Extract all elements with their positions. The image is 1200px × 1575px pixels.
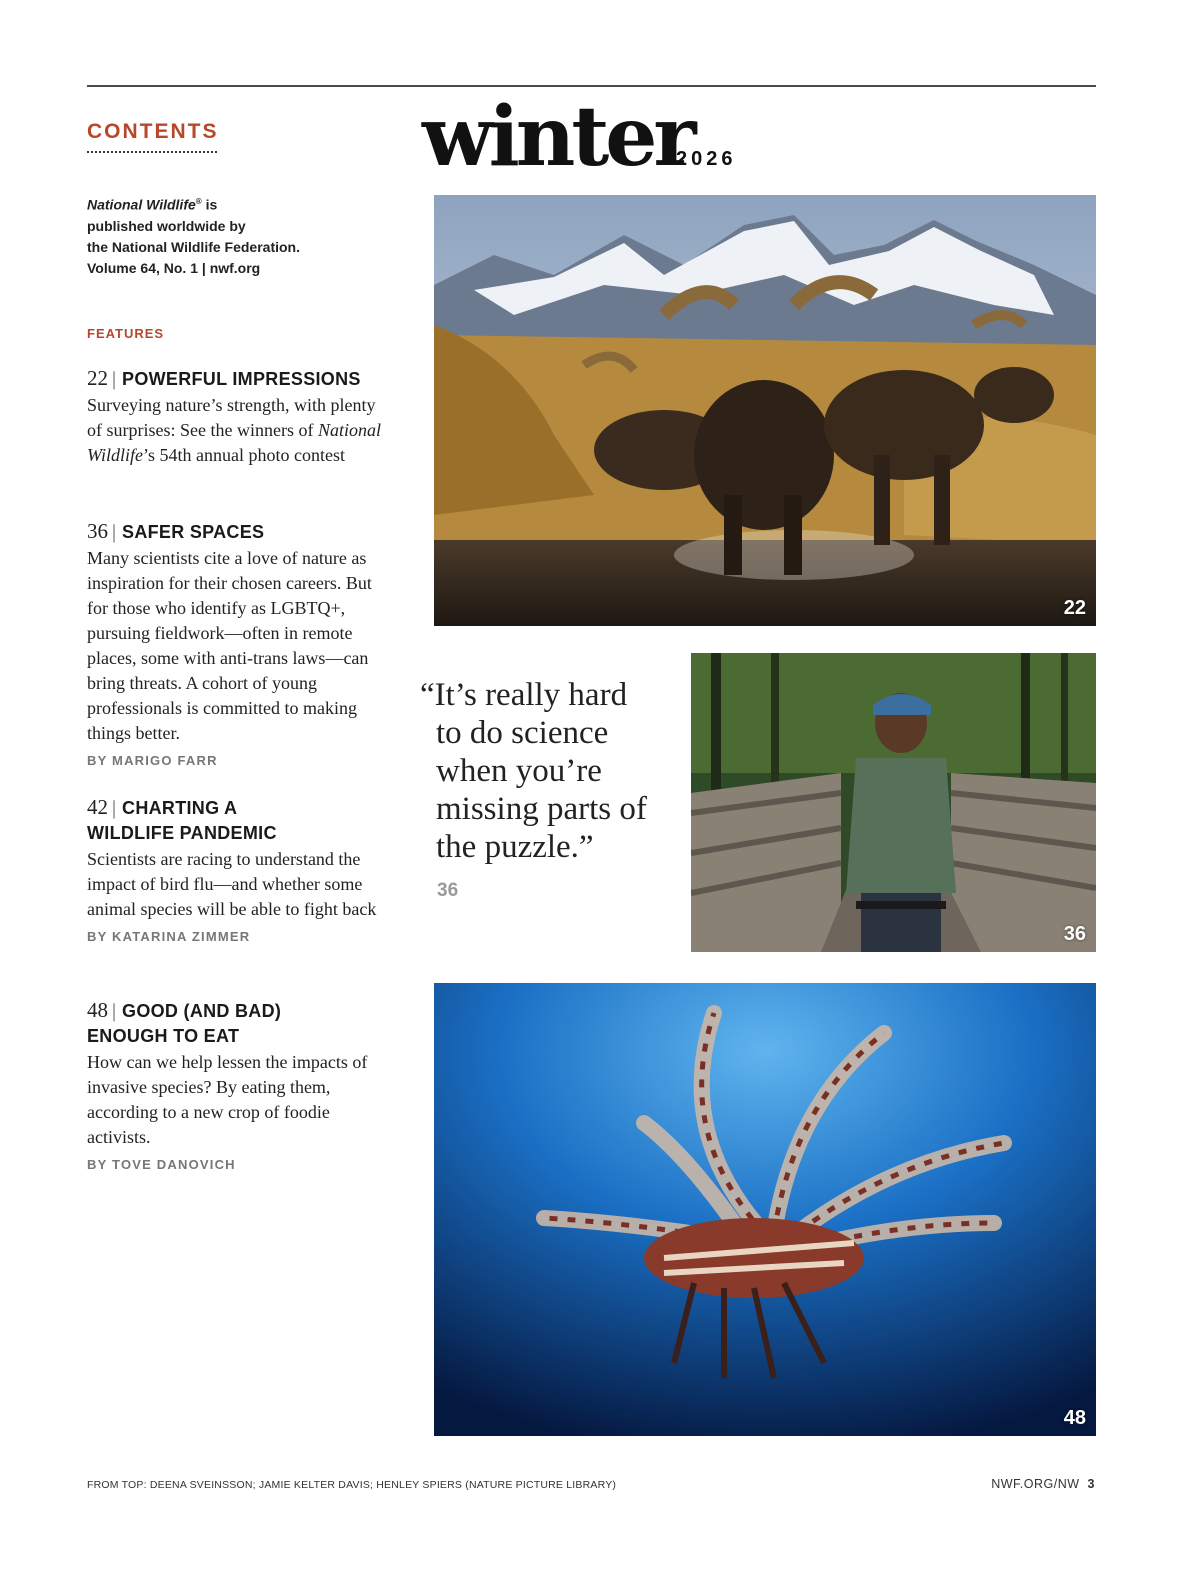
quote-line: “It’s really hard: [420, 677, 628, 713]
lionfish-photo[interactable]: [434, 983, 1096, 1436]
feature-byline: BY MARIGO FARR: [87, 753, 218, 768]
pubinfo-line3: the National Wildlife Federation.: [87, 238, 301, 255]
feature-description: Scientists are racing to understand the impact of bird flu—and whether some animal species will be able to fight back: [87, 849, 377, 919]
quote-line: missing parts of: [436, 791, 647, 827]
page-number: 3: [1087, 1477, 1095, 1491]
feature-heading: 48 | GOOD (AND BAD) ENOUGH TO EAT: [87, 998, 282, 1046]
feature-item[interactable]: [87, 366, 387, 468]
pull-quote: [420, 676, 675, 866]
feature-byline: BY KATARINA ZIMMER: [87, 929, 251, 944]
feature-description: How can we help lessen the impacts of invasive species? By eating them, according to a new crop of foodie activists.: [87, 1052, 368, 1147]
photo-page-number: 48: [1063, 1407, 1086, 1429]
feature-page-number: 42: [87, 795, 108, 819]
issue-season: winter: [422, 89, 693, 185]
feature-heading: 36 | SAFER SPACES: [87, 519, 265, 543]
feature-title: CHARTING A WILDLIFE PANDEMIC: [87, 798, 277, 843]
feature-heading: 22 | POWERFUL IMPRESSIONS: [87, 366, 361, 390]
feature-item[interactable]: [87, 795, 387, 944]
quote-line: the puzzle.”: [436, 829, 594, 865]
photo-page-number: 22: [1063, 597, 1086, 619]
pubinfo-line4: Volume 64, No. 1 | nwf.org: [87, 259, 261, 276]
quote-line: to do science: [436, 715, 609, 751]
feature-description: Many scientists cite a love of nature as inspiration for their chosen careers. But for those who identify as LGBTQ+, pursuing fieldwork—often in remote places, some with anti-trans laws—can bring threats. A cohort of young professionals is committed to making things better.: [87, 548, 372, 743]
contents-heading: CONTENTS: [87, 120, 219, 143]
quote-line: when you’re: [436, 753, 602, 789]
feature-heading: 42 | CHARTING A WILDLIFE PANDEMIC: [87, 795, 277, 843]
feature-page-number: 36: [87, 519, 108, 543]
features-label: FEATURES: [87, 326, 165, 341]
publication-info: [87, 191, 347, 279]
feature-title: GOOD (AND BAD) ENOUGH TO EAT: [87, 1001, 282, 1046]
dotted-divider: [87, 151, 217, 153]
feature-title: SAFER SPACES: [122, 522, 265, 542]
scientist-photo[interactable]: [691, 653, 1096, 952]
pubinfo-line1: is: [201, 196, 218, 213]
page-folio: [991, 1477, 1095, 1491]
magazine-name: National Wildlife: [87, 196, 196, 213]
scientist-illustration: [691, 653, 1096, 952]
feature-page-number: 48: [87, 998, 108, 1022]
registered-mark: ®: [195, 197, 202, 206]
issue-year: 2026: [676, 148, 737, 170]
site-url[interactable]: NWF.ORG/NW: [991, 1477, 1080, 1491]
top-rule: [87, 85, 1096, 87]
feature-item[interactable]: [87, 998, 387, 1172]
moose-photo[interactable]: [434, 195, 1096, 626]
pubinfo-line2: published worldwide by: [87, 217, 246, 234]
photo-credits: FROM TOP: DEENA SVEINSSON; JAMIE KELTER DAVIS; HENLEY SPIERS (NATURE PICTURE LIBRARY): [87, 1479, 617, 1491]
photo-page-number: 36: [1063, 923, 1086, 945]
lionfish-illustration: [434, 983, 1096, 1436]
magazine-name-italic: National Wildlife: [87, 420, 381, 465]
feature-description: Surveying nature’s strength, with plenty of surprises: See the winners of National Wildlife’s 54th annual photo contest: [87, 395, 381, 465]
feature-page-number: 22: [87, 366, 108, 390]
feature-item[interactable]: [87, 519, 387, 768]
moose-illustration: [434, 195, 1096, 626]
feature-title: POWERFUL IMPRESSIONS: [122, 369, 361, 389]
quote-page-number: 36: [437, 880, 459, 901]
feature-byline: BY TOVE DANOVICH: [87, 1157, 236, 1172]
